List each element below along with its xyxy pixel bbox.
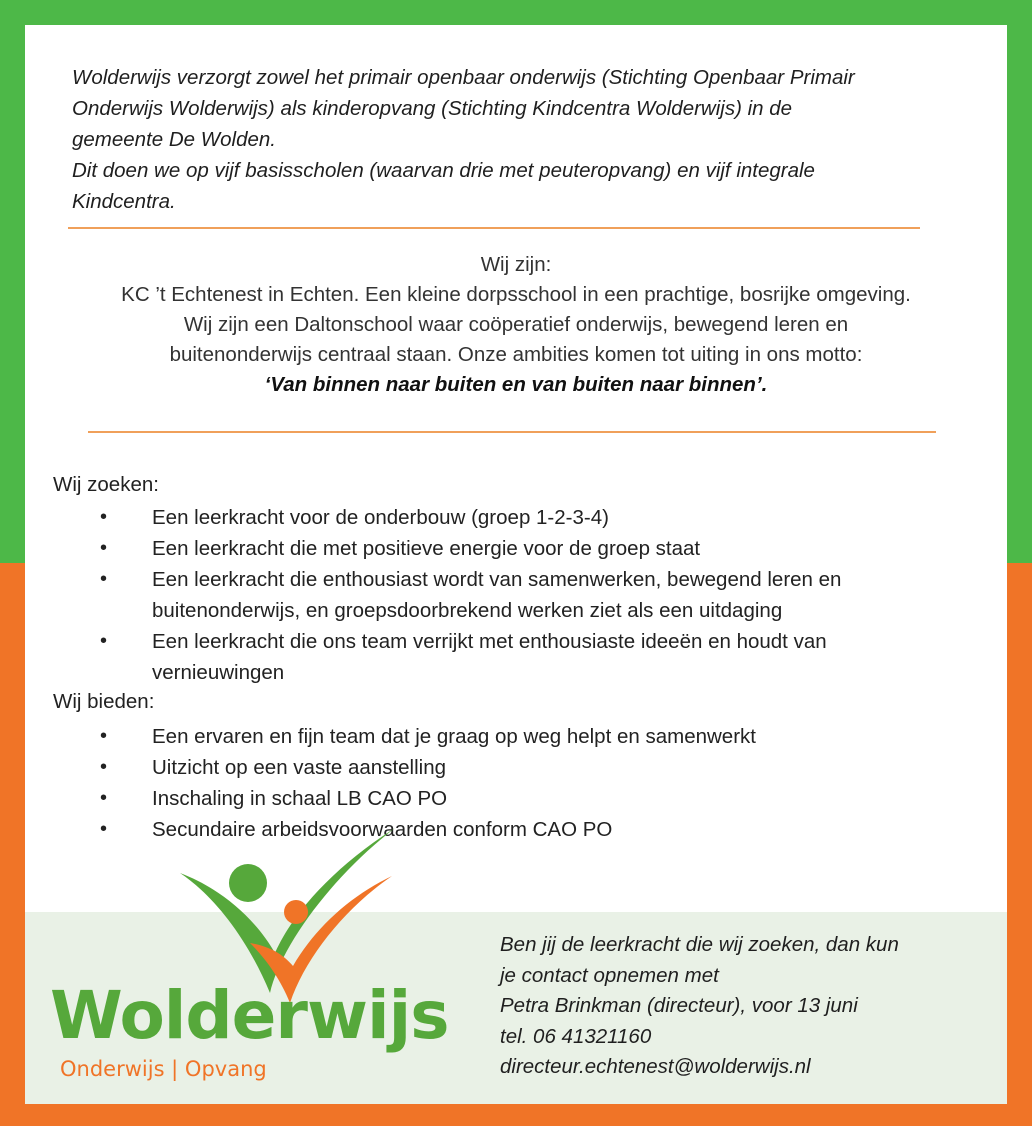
- list-item: • Inschaling in schaal LB CAO PO: [100, 783, 960, 814]
- list-item: • Een leerkracht die enthousiast wordt van samenwerken, bewegend leren en buitenonderwijs, en groepsdoorbrekend werken ziet als een uitdaging: [100, 564, 960, 626]
- bullet-icon: •: [100, 818, 108, 840]
- bullet-icon: •: [100, 787, 108, 809]
- list-item: • Uitzicht op een vaste aanstelling: [100, 752, 960, 783]
- intro-text: [72, 62, 972, 217]
- list-item: • Een leerkracht voor de onderbouw (groep 1-2-3-4): [100, 502, 960, 533]
- about-line: Wij zijn een Daltonschool waar coöperatief onderwijs, bewegend leren en: [183, 313, 849, 336]
- intro-line: Kindcentra.: [72, 190, 176, 213]
- intro-line: gemeente De Wolden.: [72, 128, 276, 151]
- about-section: [60, 250, 972, 400]
- seeking-label: Wij zoeken:: [53, 473, 159, 496]
- contact-line: je contact opnemen met: [500, 963, 719, 987]
- divider-top: [68, 227, 920, 229]
- intro-line: Onderwijs Wolderwijs) als kinderopvang (Stichting Kindcentra Wolderwijs) in de: [72, 97, 793, 120]
- contact-phone: tel. 06 41321160: [500, 1024, 652, 1048]
- bullet-icon: •: [100, 568, 108, 590]
- about-line: buitenonderwijs centraal staan. Onze ambities komen tot uiting in ons motto:: [169, 343, 863, 366]
- motto: ‘Van binnen naar buiten en van buiten naar binnen’.: [264, 373, 768, 396]
- divider-middle: [88, 431, 936, 433]
- seeking-list: [100, 502, 960, 688]
- bullet-icon: •: [100, 506, 108, 528]
- logo-wordmark: Wolderwijs: [50, 977, 449, 1054]
- intro-line: Wolderwijs verzorgt zowel het primair openbaar onderwijs (Stichting Openbaar Primair: [72, 66, 855, 89]
- bullet-icon: •: [100, 537, 108, 559]
- list-item: • Een ervaren en fijn team dat je graag op weg helpt en samenwerkt: [100, 721, 960, 752]
- logo-tagline: Onderwijs | Opvang: [60, 1057, 267, 1081]
- contact-line: Petra Brinkman (directeur), voor 13 juni: [500, 994, 858, 1017]
- bullet-icon: •: [100, 756, 108, 778]
- contact-email[interactable]: directeur.echtenest@wolderwijs.nl: [500, 1055, 811, 1078]
- bullet-icon: •: [100, 630, 108, 652]
- about-line: KC ’t Echtenest in Echten. Een kleine dorpsschool in een prachtige, bosrijke omgeving.: [121, 283, 911, 306]
- offering-list: [100, 721, 960, 845]
- list-item: • Een leerkracht die ons team verrijkt met enthousiaste ideeën en houdt van vernieuwingen: [100, 626, 960, 688]
- list-item: • Secundaire arbeidsvoorwaarden conform CAO PO: [100, 814, 960, 845]
- offering-label: Wij bieden:: [53, 690, 155, 713]
- contact-block: [500, 930, 980, 1083]
- intro-line: Dit doen we op vijf basisscholen (waarvan drie met peuteropvang) en vijf integrale: [72, 159, 815, 182]
- bullet-icon: •: [100, 725, 108, 747]
- contact-line: Ben jij de leerkracht die wij zoeken, dan kun: [500, 933, 899, 956]
- about-heading: Wij zijn:: [480, 253, 552, 276]
- list-item: • Een leerkracht die met positieve energie voor de groep staat: [100, 533, 960, 564]
